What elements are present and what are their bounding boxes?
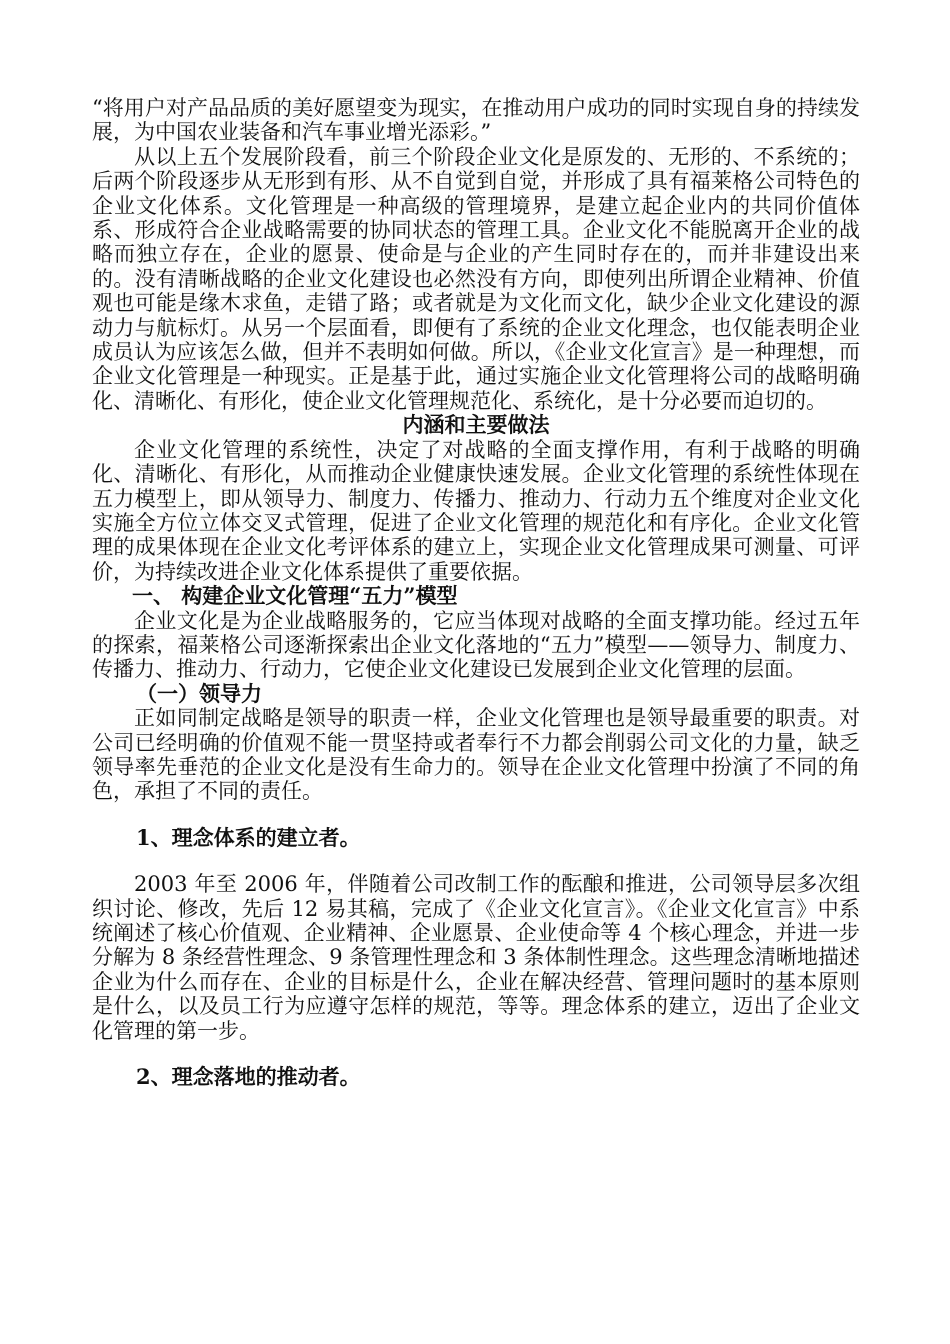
section-heading-five-forces: 一、 构建企业文化管理“五力”模型 bbox=[132, 583, 458, 609]
item-heading-promoter: 2、理念落地的推动者。 bbox=[136, 1064, 361, 1090]
leadership-paragraph: 正如同制定战略是领导的职责一样，企业文化管理也是领导最重要的职责。对公司已经明确的价值观不能一贯坚持或者奉行不力都会削弱公司文化的力量，缺乏领导率先垂范的企业文化是没有生命力的。领导在企业文化管理中扮演了不同的角色，承担了不同的责任。 bbox=[92, 706, 860, 804]
quote-paragraph: “将用户对产品品质的美好愿望变为现实，在推动用户成功的同时实现自身的持续发展，为中国农业装备和汽车事业增光添彩。” bbox=[92, 96, 860, 145]
five-forces-paragraph: 企业文化是为企业战略服务的，它应当体现对战略的全面支撑功能。经过五年的探索，福莱格公司逐渐探索出企业文化落地的“五力”模型——领导力、制度力、传播力、推动力、行动力，它使企业文化建设已发展到企业文化管理的层面。 bbox=[92, 608, 860, 682]
system-paragraph: 企业文化管理的系统性，决定了对战略的全面支撑作用，有利于战略的明确化、清晰化、有形化，从而推动企业健康快速发展。企业文化管理的系统性体现在五力模型上，即从领导力、制度力、传播力、推动力、行动力五个维度对企业文化实施全方位立体交叉式管理，促进了企业文化管理的规范化和有序化。企业文化管理的成果体现在企业文化考评体系的建立上，实现企业文化管理成果可测量、可评价，为持续改进企业文化体系提供了重要依据。 bbox=[92, 437, 860, 584]
item-heading-builder: 1、理念体系的建立者。 bbox=[136, 824, 361, 850]
section-heading-connotation: 内涵和主要做法 bbox=[402, 412, 550, 438]
document-page bbox=[92, 96, 860, 1089]
subsection-heading-leadership: （一）领导力 bbox=[136, 680, 262, 706]
builder-paragraph: 2003 年至 2006 年，伴随着公司改制工作的酝酿和推进，公司领导层多次组织讨论、修改，先后 12 易其稿，完成了《企业文化宣言》。《企业文化宣言》中系统阐述了核心价值观、企业精神、企业愿景、企业使命等 4 个核心理念，并进一步分解为 8 条经营性理念、9 条管理性理念和 3 条体制性理念。这些理念清晰地描述企业为什么而存在、企业的目标是什么，企业在解决经营、管理问题时的基本原则是什么，以及员工行为应遵守怎样的规范，等等。理念体系的建立，迈出了企业文化管理的第一步。 bbox=[92, 872, 860, 1043]
stages-paragraph: 从以上五个发展阶段看，前三个阶段企业文化是原发的、无形的、不系统的；后两个阶段逐步从无形到有形、从不自觉到自觉，并形成了具有福莱格公司特色的企业文化体系。文化管理是一种高级的管理境界，是建立起企业内的共同价值体系、形成符合企业战略需要的协同状态的管理工具。企业文化不能脱离开企业的战略而独立存在，企业的愿景、使命是与企业的产生同时存在的，而并非建设出来的。没有清晰战略的企业文化建设也必然没有方向，即使列出所谓企业精神、价值观也可能是缘木求鱼，走错了路；或者就是为文化而文化，缺少企业文化建设的源动力与航标灯。从另一个层面看，即便有了系统的企业文化理念，也仅能表明企业成员认为应该怎么做，但并不表明如何做。所以，《企业文化宣言》是一种理想，而企业文化管理是一种现实。正是基于此，通过实施企业文化管理将公司的战略明确化、清晰化、有形化，使企业文化管理规范化、系统化，是十分必要而迫切的。 bbox=[92, 144, 860, 413]
